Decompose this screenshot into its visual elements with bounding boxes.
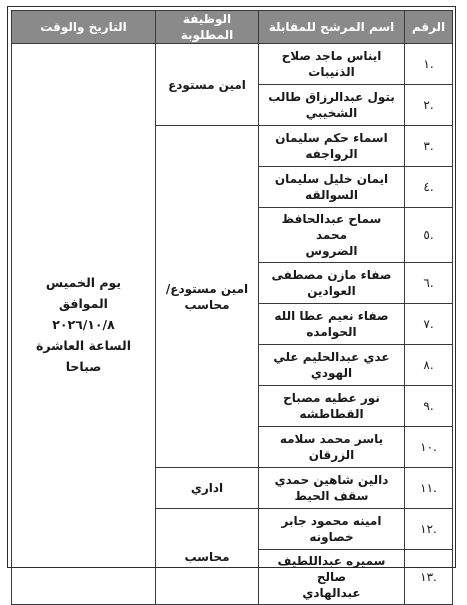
row-number: .١٢ — [405, 509, 453, 550]
row-number: .٥ — [405, 208, 453, 263]
candidate-name: دالين شاهين حمدي سقف الحيط — [259, 468, 405, 509]
header-job: الوظيفة المطلوبة — [156, 11, 259, 44]
candidate-name: ايناس ماجد صلاح الذنيبات — [259, 44, 405, 85]
row-number: .١١ — [405, 468, 453, 509]
candidate-name: نور عطيه مصباح القطاطشه — [259, 386, 405, 427]
row-number: .٨ — [405, 345, 453, 386]
row-number: .٧ — [405, 304, 453, 345]
header-candidate-name: اسم المرشح للمقابلة — [259, 11, 405, 44]
row-number: .١٣ — [405, 550, 453, 605]
candidate-name: صفاء مازن مصطفى العوادين — [259, 263, 405, 304]
interview-schedule-table — [11, 10, 453, 605]
job-group-accountant: محاسب — [156, 509, 259, 605]
table-row — [12, 44, 453, 85]
job-group-storekeeper-accountant: امين مستودع/ محاسب — [156, 126, 259, 468]
header-number: الرقم — [405, 11, 453, 44]
row-number: .١٠ — [405, 427, 453, 468]
candidate-name: صفاء نعيم عطا الله الحوامده — [259, 304, 405, 345]
row-number: .٢ — [405, 85, 453, 126]
candidate-name: عدي عبدالحليم علي الهودي — [259, 345, 405, 386]
job-group-storekeeper: امين مستودع — [156, 44, 259, 126]
header-date-time: التاريخ والوقت — [12, 11, 156, 44]
candidate-name: اسماء حكم سليمان الرواجفه — [259, 126, 405, 167]
candidate-name: سميره عبداللطيف صالح عبدالهادي — [259, 550, 405, 605]
candidate-name: ايمان خليل سليمان السوالقه — [259, 167, 405, 208]
candidate-name: امينه محمود جابر خصاونه — [259, 509, 405, 550]
row-number: .١ — [405, 44, 453, 85]
row-number: .٦ — [405, 263, 453, 304]
candidate-name: سماح عبدالحافظ محمد الضروس — [259, 208, 405, 263]
header-row — [12, 11, 453, 44]
row-number: .٣ — [405, 126, 453, 167]
candidate-name: بتول عبدالرزاق طالب الشخيبي — [259, 85, 405, 126]
interview-date-time: يوم الخميس الموافق ٢٠٢٦/١٠/٨ الساعة العاشرة صباحا — [12, 44, 156, 605]
job-group-administrative: اداري — [156, 468, 259, 509]
table-frame — [7, 6, 456, 600]
row-number: .٤ — [405, 167, 453, 208]
candidate-name: ياسر محمد سلامه الزرقان — [259, 427, 405, 468]
row-number: .٩ — [405, 386, 453, 427]
